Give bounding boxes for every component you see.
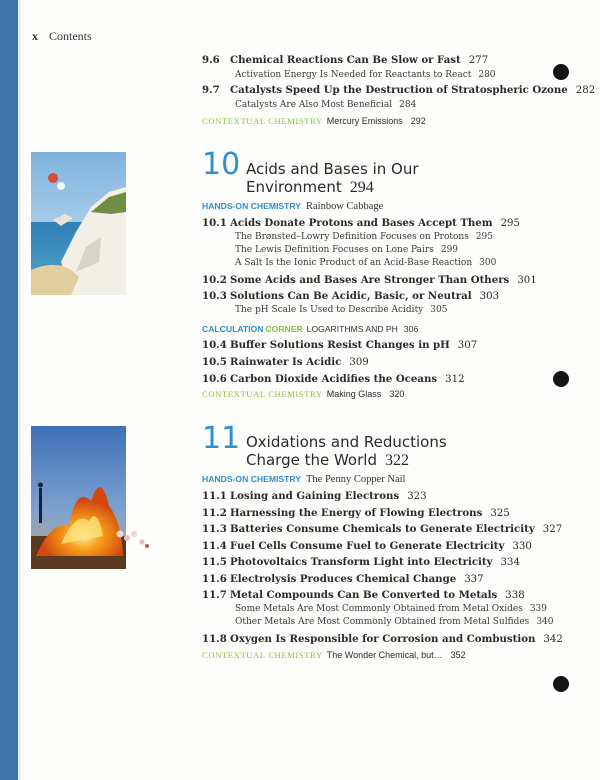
toc-subsection[interactable] bbox=[202, 617, 554, 627]
section-page: 330 bbox=[512, 541, 532, 552]
section-number: 10.6 bbox=[202, 373, 227, 385]
contextual-label: CONTEXTUAL CHEMISTRY bbox=[202, 116, 323, 126]
section-page: 301 bbox=[517, 275, 537, 286]
section-number: 11.7 bbox=[202, 589, 227, 601]
binder-hole-top bbox=[553, 64, 569, 80]
chapter-title-text: Charge the World bbox=[246, 451, 377, 469]
toc-section-11-2[interactable] bbox=[202, 507, 510, 519]
subsection-title: The Lewis Definition Focuses on Lone Pairs bbox=[235, 245, 434, 255]
toc-section-10-2[interactable] bbox=[202, 274, 537, 286]
toc-section-11-8[interactable] bbox=[202, 633, 563, 645]
subsection-title: Activation Energy Is Needed for Reactants to React bbox=[235, 70, 472, 80]
section-title: Metal Compounds Can Be Converted to Metals bbox=[230, 589, 498, 601]
subsection-page: 340 bbox=[536, 617, 554, 627]
section-number: 10.4 bbox=[202, 339, 227, 351]
toc-subsection[interactable] bbox=[202, 70, 496, 80]
subsection-page: 280 bbox=[478, 70, 496, 80]
contextual-page: 320 bbox=[389, 389, 405, 399]
section-title: Electrolysis Produces Chemical Change bbox=[230, 573, 457, 585]
chapter-11-title-line-1: Oxidations and Reductions bbox=[246, 433, 447, 451]
toc-section-11-3[interactable] bbox=[202, 523, 562, 535]
section-page: 323 bbox=[407, 491, 427, 502]
subsection-page: 284 bbox=[399, 100, 417, 110]
subsection-page: 295 bbox=[475, 232, 493, 242]
toc-section-10-6[interactable] bbox=[202, 373, 465, 385]
section-page: 309 bbox=[349, 357, 369, 368]
toc-subsection[interactable] bbox=[202, 258, 496, 268]
section-page: 282 bbox=[575, 85, 596, 96]
section-page: 342 bbox=[543, 634, 563, 645]
subsection-page: 300 bbox=[479, 258, 497, 268]
header-title: Contents bbox=[49, 29, 92, 43]
section-title: Acids Donate Protons and Bases Accept Them bbox=[230, 217, 493, 229]
section-title: Photovoltaics Transform Light into Electricity bbox=[230, 556, 493, 568]
contextual-chemistry-entry[interactable] bbox=[202, 116, 426, 126]
chapter-page: 322 bbox=[384, 452, 409, 469]
toc-section-11-4[interactable] bbox=[202, 540, 532, 552]
contextual-title: The Wonder Chemical, but… bbox=[326, 650, 443, 660]
hands-on-title: Rainbow Cabbage bbox=[306, 201, 384, 212]
hands-on-chemistry-entry[interactable] bbox=[202, 474, 405, 485]
chapter-title-text: Environment bbox=[246, 178, 342, 196]
section-number: 10.2 bbox=[202, 274, 227, 286]
toc-subsection[interactable] bbox=[202, 100, 416, 110]
subsection-title: Some Metals Are Most Commonly Obtained from Metal Oxides bbox=[235, 604, 523, 614]
toc-section-9-7[interactable] bbox=[202, 84, 595, 96]
subsection-page: 305 bbox=[430, 305, 448, 315]
subsection-title: The Brønsted–Lowry Definition Focuses on Protons bbox=[235, 232, 469, 242]
section-page: 307 bbox=[457, 340, 478, 351]
toc-subsection[interactable] bbox=[202, 305, 447, 315]
section-title: Catalysts Speed Up the Destruction of Stratospheric Ozone bbox=[230, 84, 568, 96]
binder-hole-middle bbox=[553, 371, 569, 387]
section-number: 11.2 bbox=[202, 507, 227, 519]
section-number: 11.1 bbox=[202, 490, 227, 502]
contextual-label: CONTEXTUAL CHEMISTRY bbox=[202, 389, 323, 399]
section-page: 325 bbox=[490, 508, 510, 519]
section-title: Oxygen Is Responsible for Corrosion and Combustion bbox=[230, 633, 536, 645]
contextual-label: CONTEXTUAL CHEMISTRY bbox=[202, 650, 323, 660]
subsection-title: Catalysts Are Also Most Beneficial bbox=[235, 100, 393, 110]
page-spine-bar bbox=[0, 0, 18, 780]
toc-section-11-6[interactable] bbox=[202, 573, 484, 585]
calculation-label: CALCULATION bbox=[202, 324, 264, 334]
subsection-page: 339 bbox=[529, 604, 547, 614]
hands-on-label: HANDS-ON CHEMISTRY bbox=[202, 201, 301, 211]
toc-section-11-5[interactable] bbox=[202, 556, 520, 568]
binder-hole-bottom bbox=[553, 676, 569, 692]
toc-subsection[interactable] bbox=[202, 232, 493, 242]
section-number: 11.3 bbox=[202, 523, 227, 535]
section-title: Chemical Reactions Can Be Slow or Fast bbox=[230, 54, 461, 66]
spine-edge bbox=[18, 0, 21, 780]
section-title: Batteries Consume Chemicals to Generate Electricity bbox=[230, 523, 535, 535]
contextual-title: Mercury Emissions bbox=[326, 116, 403, 126]
chapter-10-title-line-2 bbox=[246, 178, 374, 197]
contextual-page: 292 bbox=[410, 116, 426, 126]
section-number: 11.6 bbox=[202, 573, 227, 585]
calculation-corner-entry[interactable] bbox=[202, 324, 418, 334]
calculation-page: 306 bbox=[403, 324, 419, 334]
section-number: 9.7 bbox=[202, 84, 220, 96]
subsection-page: 299 bbox=[440, 245, 459, 255]
contextual-chemistry-entry[interactable] bbox=[202, 389, 404, 399]
hands-on-title: The Penny Copper Nail bbox=[306, 474, 406, 485]
section-number: 10.1 bbox=[202, 217, 227, 229]
subsection-title: The pH Scale Is Used to Describe Acidity bbox=[235, 305, 424, 315]
page-marker: x bbox=[32, 29, 38, 43]
contextual-chemistry-entry[interactable] bbox=[202, 650, 466, 660]
section-page: 338 bbox=[505, 590, 525, 601]
chapter-11-title-line-2 bbox=[246, 451, 409, 470]
contextual-title: Making Glass bbox=[326, 389, 382, 399]
section-title: Some Acids and Bases Are Stronger Than Others bbox=[230, 274, 510, 286]
chapter-10-photo-cliffs bbox=[31, 152, 126, 295]
section-title: Fuel Cells Consume Fuel to Generate Electricity bbox=[230, 540, 505, 552]
section-number: 10.5 bbox=[202, 356, 227, 368]
toc-section-11-7[interactable] bbox=[202, 589, 525, 601]
section-page: 277 bbox=[468, 55, 489, 66]
toc-section-10-1[interactable] bbox=[202, 217, 520, 229]
section-title: Carbon Dioxide Acidifies the Oceans bbox=[230, 373, 438, 385]
chapter-10-number: 10 bbox=[202, 147, 241, 182]
chapter-page: 294 bbox=[349, 179, 374, 196]
subsection-title: Other Metals Are Most Commonly Obtained from Metal Sulfides bbox=[235, 617, 530, 627]
flower-decoration-icon bbox=[112, 524, 152, 554]
section-page: 303 bbox=[479, 291, 500, 302]
chapter-10-title-line-1: Acids and Bases in Our bbox=[246, 160, 419, 178]
section-page: 334 bbox=[500, 557, 520, 568]
corner-label: CORNER bbox=[265, 324, 303, 334]
section-number: 10.3 bbox=[202, 290, 227, 302]
contextual-page: 352 bbox=[450, 650, 466, 660]
page-header bbox=[32, 29, 92, 44]
section-number: 11.5 bbox=[202, 556, 227, 568]
section-number: 9.6 bbox=[202, 54, 220, 66]
hands-on-chemistry-entry[interactable] bbox=[202, 201, 383, 212]
section-title: Rainwater Is Acidic bbox=[230, 356, 342, 368]
subsection-title: A Salt Is the Ionic Product of an Acid-Base Reaction bbox=[235, 258, 473, 268]
toc-section-10-3[interactable] bbox=[202, 290, 499, 302]
hands-on-label: HANDS-ON CHEMISTRY bbox=[202, 474, 301, 484]
section-number: 11.8 bbox=[202, 633, 227, 645]
toc-section-9-6[interactable] bbox=[202, 54, 488, 66]
section-title: Harnessing the Energy of Flowing Electrons bbox=[230, 507, 483, 519]
section-number: 11.4 bbox=[202, 540, 227, 552]
section-page: 312 bbox=[445, 374, 465, 385]
section-page: 327 bbox=[542, 524, 563, 535]
section-page: 337 bbox=[464, 574, 484, 585]
section-page: 295 bbox=[500, 218, 521, 229]
toc-section-10-5[interactable] bbox=[202, 356, 369, 368]
section-title: Solutions Can Be Acidic, Basic, or Neutral bbox=[230, 290, 472, 302]
toc-subsection[interactable] bbox=[202, 604, 547, 614]
toc-section-11-1[interactable] bbox=[202, 490, 427, 502]
calculation-title: LOGARITHMS AND PH bbox=[306, 324, 398, 334]
section-title: Losing and Gaining Electrons bbox=[230, 490, 400, 502]
chapter-11-number: 11 bbox=[202, 421, 241, 456]
toc-subsection[interactable] bbox=[202, 245, 458, 255]
section-title: Buffer Solutions Resist Changes in pH bbox=[230, 339, 450, 351]
toc-section-10-4[interactable] bbox=[202, 339, 477, 351]
